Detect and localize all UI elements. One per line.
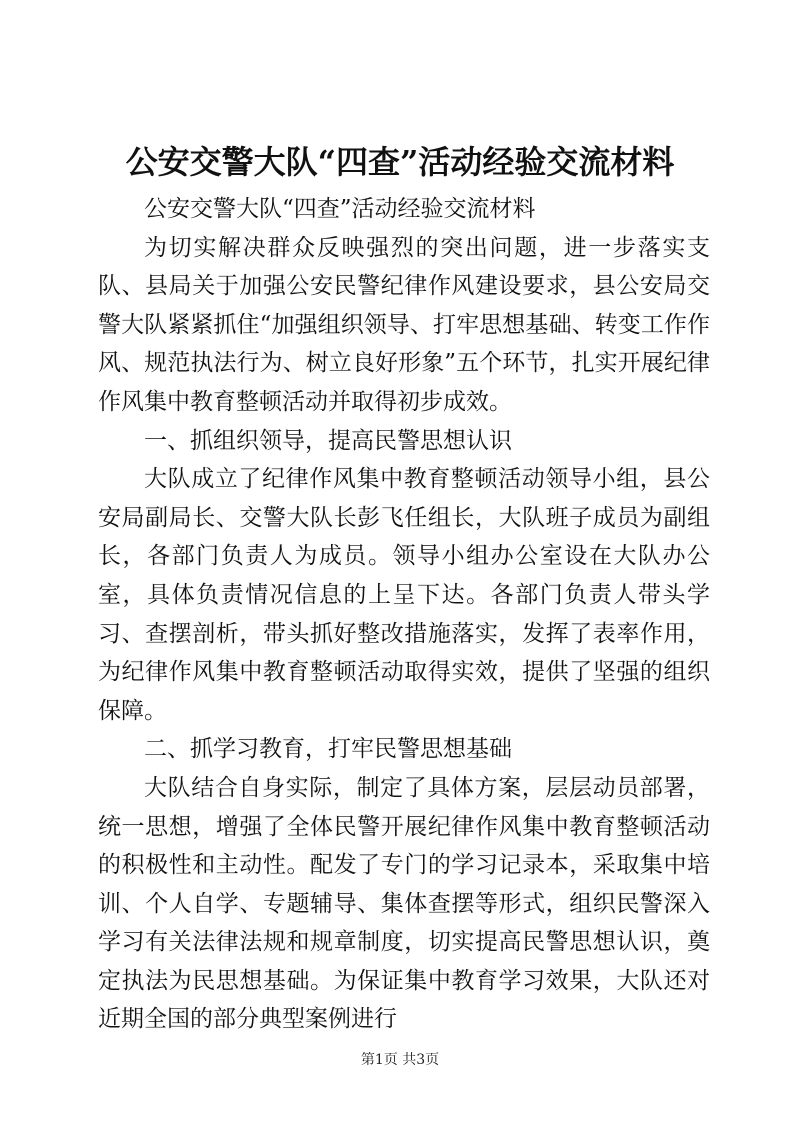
section-2-paragraph: 大队结合自身实际，制定了具体方案，层层动员部署，统一思想，增强了全体民警开展纪律作风集中教育整顿活动的积极性和主动性。配发了专门的学习记录本，采取集中培训、个人自学、专题辅导、集体查摆等形式，组织民警深入学习有关法律法规和规章制度，切实提高民警思想认识，奠定执法为民思想基础。为保证集中教育学习效果，大队还对近期全国的部分典型案例进行 bbox=[98, 774, 710, 1033]
section-heading-2: 二、抓学习教育，打牢民警思想基础 bbox=[144, 736, 512, 763]
section-1-paragraph: 大队成立了纪律作风集中教育整顿活动领导小组，县公安局副局长、交警大队长彭飞任组长，大队班子成员为副组长，各部门负责人为成员。领导小组办公室设在大队办公室，具体负责情况信息的上呈下达。各部门负责人带头学习、查摆剖析，带头抓好整改措施落实，发挥了表率作用，为纪律作风集中教育整顿活动取得实效，提供了坚强的组织保障。 bbox=[98, 466, 710, 724]
document-body bbox=[98, 190, 710, 1039]
page-footer: 第1页 共3页 bbox=[360, 1052, 440, 1068]
intro-paragraph: 为切实解决群众反映强烈的突出问题，进一步落实支队、县局关于加强公安民警纪律作风建设要求，县公安局交警大队紧紧抓住“加强组织领导、打牢思想基础、转变工作作风、规范执法行为、树立良好形象”五个环节，扎实开展纪律作风集中教育整顿活动并取得初步成效。 bbox=[98, 234, 710, 415]
document-title: 公安交警大队“四查”活动经验交流材料 bbox=[125, 143, 675, 181]
section-heading-1: 一、抓组织领导，提高民警思想认识 bbox=[144, 427, 512, 454]
subtitle-paragraph: 公安交警大队“四查”活动经验交流材料 bbox=[144, 196, 536, 222]
